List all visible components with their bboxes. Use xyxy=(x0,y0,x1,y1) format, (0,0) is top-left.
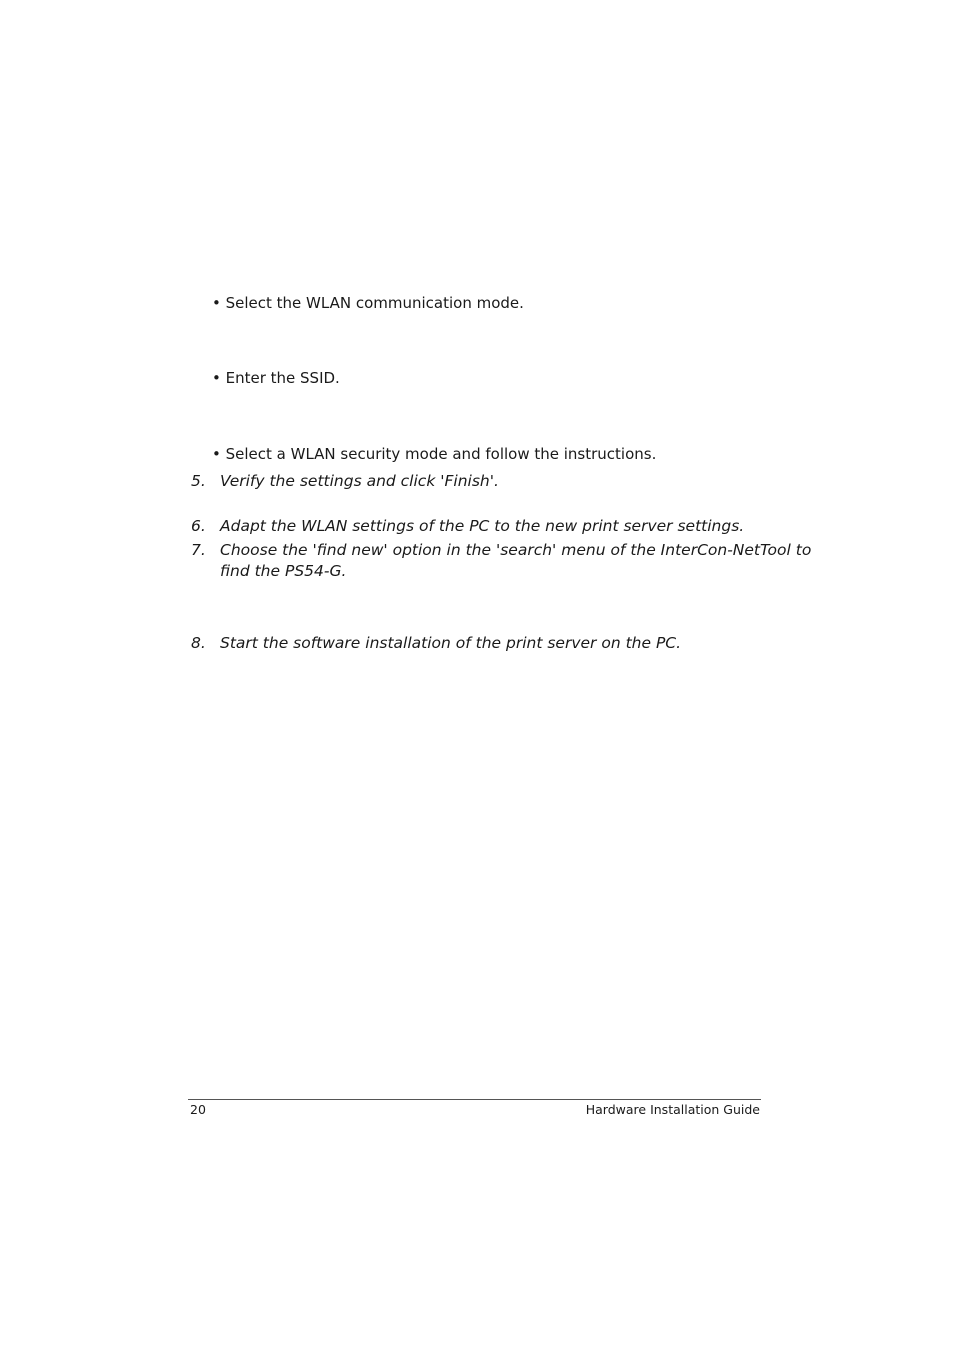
step-text: Choose the 'find new' option in the 'search' menu of the InterCon-NetTool to xyxy=(220,541,812,559)
step-text: Start the software installation of the print server on the PC. xyxy=(220,634,682,652)
step-text: find the PS54-G. xyxy=(220,562,347,580)
footer-divider xyxy=(188,1099,761,1100)
step-number: 8. xyxy=(191,634,206,652)
page-number: 20 xyxy=(190,1102,206,1117)
step-number: 6. xyxy=(191,517,206,535)
step-text: Adapt the WLAN settings of the PC to the new print server settings. xyxy=(220,517,745,535)
bullet-enter-ssid: • Enter the SSID. xyxy=(212,369,340,387)
step-number: 7. xyxy=(191,541,206,559)
step-text: Verify the settings and click 'Finish'. xyxy=(220,472,499,490)
bullet-select-security-mode: • Select a WLAN security mode and follow the instructions. xyxy=(212,445,657,463)
footer-title: Hardware Installation Guide xyxy=(585,1102,760,1117)
bullet-select-wlan-mode: • Select the WLAN communication mode. xyxy=(212,294,524,312)
step-number: 5. xyxy=(191,472,206,490)
